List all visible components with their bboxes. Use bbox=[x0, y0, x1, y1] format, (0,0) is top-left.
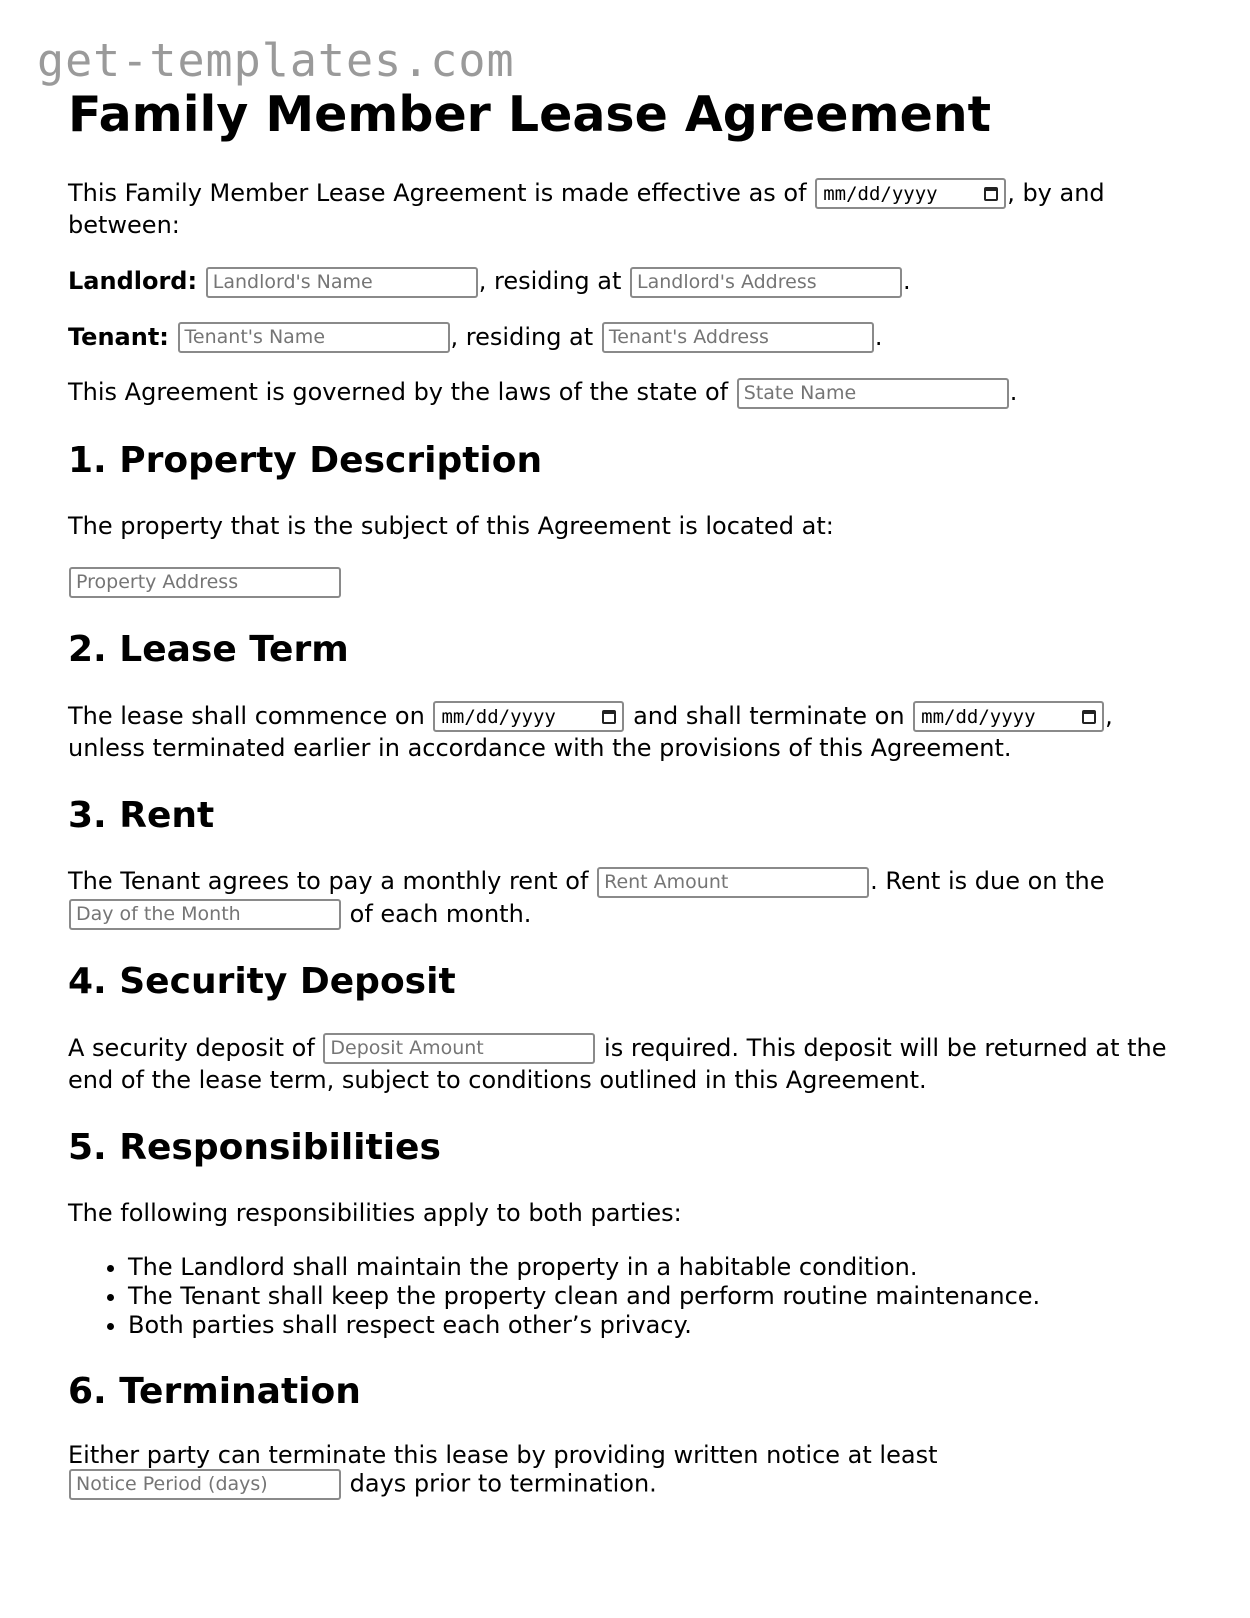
tenant-end: . bbox=[874, 322, 883, 351]
governing-line bbox=[68, 376, 1188, 409]
section-termination-heading: 6. Termination bbox=[68, 1371, 361, 1413]
list-item: • Both parties shall respect each other’s privacy. bbox=[128, 1311, 1188, 1340]
date-placeholder: mm/dd/yyyy bbox=[921, 705, 1036, 728]
list-item: • The Landlord shall maintain the property in a habitable condition. bbox=[128, 1253, 1188, 1282]
section-property-heading: 1. Property Description bbox=[68, 439, 543, 481]
landlord-label: Landlord: bbox=[68, 267, 198, 296]
governing-text: This Agreement is governed by the laws of the state of bbox=[68, 378, 729, 407]
lease-start-date-input[interactable] bbox=[433, 701, 624, 732]
deposit-amount-input[interactable]: Deposit Amount bbox=[323, 1033, 595, 1064]
landlord-name-input[interactable]: Landlord's Name bbox=[206, 267, 478, 298]
property-address-input[interactable]: Property Address bbox=[69, 567, 341, 598]
date-placeholder: mm/dd/yyyy bbox=[441, 705, 556, 728]
calendar-icon[interactable] bbox=[602, 710, 616, 724]
landlord-line bbox=[68, 265, 1188, 298]
rent-text-after: of each month. bbox=[349, 899, 532, 928]
rent-text-middle: . Rent is due on the bbox=[870, 867, 1105, 896]
calendar-icon[interactable] bbox=[984, 187, 998, 201]
term-text-before: The lease shall commence on bbox=[68, 701, 425, 730]
rent-amount-input[interactable]: Rent Amount bbox=[597, 867, 869, 898]
section-deposit-heading: 4. Security Deposit bbox=[68, 961, 456, 1003]
governing-end: . bbox=[1009, 378, 1018, 407]
landlord-residing-text: , residing at bbox=[478, 267, 622, 296]
notice-period-input[interactable]: Notice Period (days) bbox=[69, 1469, 341, 1500]
watermark: get-templates.com bbox=[37, 34, 515, 87]
list-item: • The Tenant shall keep the property clean and perform routine maintenance. bbox=[128, 1282, 1188, 1311]
rent-text-before: The Tenant agrees to pay a monthly rent of bbox=[68, 867, 589, 896]
calendar-icon[interactable] bbox=[1082, 710, 1096, 724]
termination-text-after: days prior to termination. bbox=[349, 1469, 657, 1498]
tenant-residing-text: , residing at bbox=[450, 322, 594, 351]
responsibilities-text: The following responsibilities apply to both parties: bbox=[68, 1199, 682, 1228]
effective-date-input[interactable] bbox=[815, 178, 1006, 209]
rent-day-input[interactable]: Day of the Month bbox=[69, 899, 341, 930]
responsibilities-list bbox=[68, 1253, 1188, 1340]
tenant-line bbox=[68, 321, 1188, 354]
state-name-input[interactable]: State Name bbox=[737, 378, 1009, 409]
tenant-name-input[interactable]: Tenant's Name bbox=[178, 322, 450, 353]
tenant-label: Tenant: bbox=[68, 322, 169, 351]
deposit-text-before: A security deposit of bbox=[68, 1033, 315, 1062]
lease-document bbox=[68, 86, 1188, 1524]
deposit-text-after: is required. This deposit will be returned at the end of the lease term, subject to conditions outlined in this Agreement. bbox=[68, 1033, 1167, 1095]
landlord-address-input[interactable]: Landlord's Address bbox=[630, 267, 902, 298]
section-responsibilities-heading: 5. Responsibilities bbox=[68, 1127, 441, 1169]
term-paragraph bbox=[68, 700, 1188, 765]
intro-text-after: , by and between: bbox=[68, 178, 1105, 240]
termination-text-before: Either party can terminate this lease by providing written notice at least bbox=[68, 1441, 938, 1470]
rent-paragraph bbox=[68, 865, 1188, 930]
section-rent-heading: 3. Rent bbox=[68, 795, 215, 837]
lease-end-date-input[interactable] bbox=[913, 701, 1104, 732]
termination-paragraph bbox=[68, 1441, 1188, 1500]
term-text-after: , unless terminated earlier in accordance with the provisions of this Agreement. bbox=[68, 701, 1113, 763]
deposit-paragraph bbox=[68, 1032, 1188, 1097]
landlord-end: . bbox=[903, 267, 911, 296]
section-term-heading: 2. Lease Term bbox=[68, 629, 349, 671]
term-text-middle: and shall terminate on bbox=[633, 701, 905, 730]
intro-text: This Family Member Lease Agreement is made effective as of bbox=[68, 178, 807, 207]
property-text: The property that is the subject of this Agreement is located at: bbox=[68, 511, 834, 540]
date-placeholder: mm/dd/yyyy bbox=[823, 182, 938, 205]
property-field-line bbox=[68, 566, 1188, 599]
intro-paragraph bbox=[68, 177, 1188, 242]
page-title: Family Member Lease Agreement bbox=[68, 86, 992, 143]
tenant-address-input[interactable]: Tenant's Address bbox=[602, 322, 874, 353]
